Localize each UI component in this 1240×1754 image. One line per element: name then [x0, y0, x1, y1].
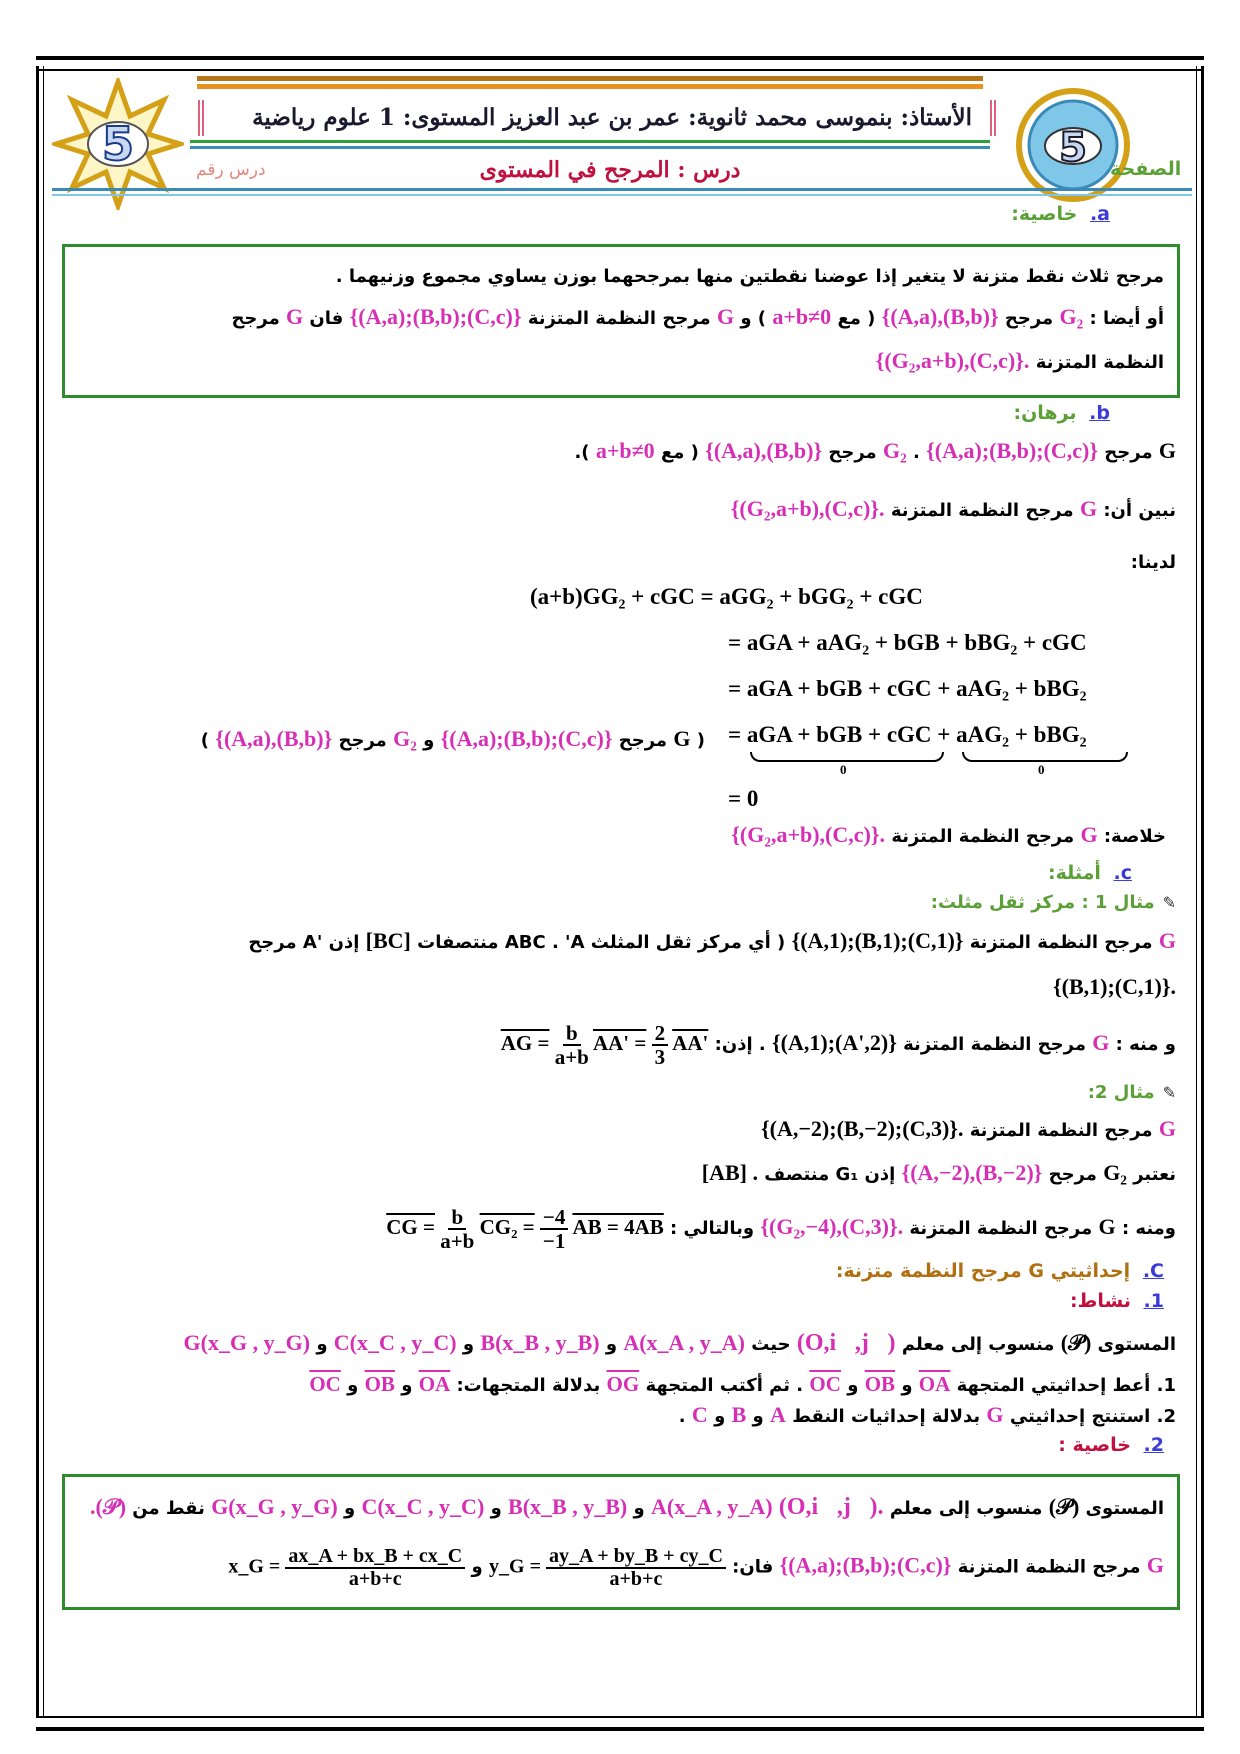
text: مثال 1 : مركز ثقل مثلث:: [930, 892, 1155, 913]
text: مرجح: [618, 730, 668, 751]
property-2-number: 2.: [1143, 1434, 1164, 1456]
text: ( أي مركز ثقل المثلث ABC . 'A منتصفات: [417, 932, 786, 953]
fraction: [555, 1022, 589, 1068]
text: مرجح: [1048, 1164, 1097, 1185]
text: المستوى: [1085, 1498, 1164, 1519]
vector-OC: OC: [309, 1372, 341, 1396]
symbol-G: G: [1079, 496, 1098, 521]
vector-OB: OB: [364, 1372, 395, 1396]
example-1-line-3: [501, 1022, 1176, 1068]
proof-goal-line: [731, 496, 1176, 522]
point-B: B(x_B , y_B): [480, 1330, 600, 1355]
vector-OC: OC: [809, 1372, 841, 1396]
frame-Oij: (O,i⃗,j⃗): [796, 1330, 896, 1356]
system-AB: {(A,a),(B,b)}: [881, 304, 999, 329]
text: . ثم أكتب المتجهة: [645, 1375, 804, 1396]
text: مرجح النظمة المتزنة: [903, 1033, 1086, 1055]
text: مرجح: [338, 730, 387, 751]
example-1-vector-equation: [501, 1022, 709, 1068]
text: ax_A + bx_B + cx_C: [285, 1546, 465, 1569]
symbol-G: G: [716, 304, 735, 329]
property-a-line-1: مرجح ثلاث نقط متزنة لا يتغير إذا عوضنا نقطتين منها بمرجحهما بوزن يساوي مجموع وزنيهما .: [335, 266, 1164, 287]
text: استنتج إحداثيتي: [1009, 1406, 1151, 1427]
property-a-line-3: [876, 348, 1164, 374]
text: وبالتالي :: [670, 1217, 755, 1239]
equation-line-1: [530, 584, 923, 610]
equation-line-4: = aGA + bGB + cGC + aAG₂ + bBG₂: [728, 722, 1087, 747]
text: مرجح النظمة المتزنة: [969, 932, 1153, 953]
system-ABC-1: {(A,1);(B,1);(C,1)}: [791, 928, 964, 953]
text: a+b: [440, 1229, 475, 1254]
text: مرجح: [828, 442, 877, 463]
text: −4: [540, 1206, 568, 1230]
system-G2C: {(G₂,a+b),(C,c)}.: [875, 348, 1030, 373]
text: و: [714, 1406, 726, 1427]
proof-we-have: لدينا:: [1130, 552, 1176, 573]
text: .: [678, 1406, 686, 1427]
text: مثال 2:: [1087, 1082, 1155, 1103]
system-G2C-ex2: {(G₂,−4),(C,3)}.: [760, 1213, 904, 1239]
vector-OA: OA: [418, 1372, 451, 1396]
underbrace-zero-1: 0⃗: [840, 762, 857, 777]
symbol-G: G: [286, 304, 304, 329]
fraction: [440, 1206, 474, 1252]
underbrace-zero-2: 0⃗: [1038, 762, 1055, 777]
fraction: [540, 1206, 568, 1252]
condition: a+b≠0: [772, 304, 832, 329]
text: بدلالة إحداثيات النقط: [792, 1406, 981, 1427]
text: و: [462, 1334, 475, 1355]
lesson-number-label: درس رقم: [196, 160, 266, 180]
system-G2C: {(G₂,a+b),(C,c)}.: [730, 496, 885, 521]
system-ABC: {(A,a);(B,b);(C,c)}: [779, 1552, 952, 1578]
point-B: B(x_B , y_B): [508, 1494, 628, 1519]
badge-number-right: 5: [1059, 125, 1087, 171]
text: a+b+c: [609, 1568, 663, 1590]
section-b-number: b.: [1089, 402, 1110, 424]
text: مرجح النظمة المتزنة: [527, 308, 711, 329]
symbol-G: G: [1158, 928, 1176, 953]
text: y_G =: [489, 1555, 541, 1578]
text: النظمة المتزنة: [1035, 352, 1164, 373]
text: b: [563, 1022, 581, 1046]
text: 2: [652, 1022, 669, 1046]
example-2-title: [1088, 1082, 1176, 1103]
system-AA: {(A,1);(A',2)}: [772, 1029, 897, 1055]
plane-P: (𝒫): [1060, 1330, 1092, 1355]
page-border-bottom: [36, 1716, 1204, 1731]
text: و: [605, 1334, 618, 1355]
activity-title: نشاط:: [1069, 1290, 1131, 1312]
symbol-G: G: [1158, 438, 1176, 463]
equation-line-3: = aGA + bGB + cGC + aAG₂ + bBG₂: [728, 676, 1087, 701]
condition: a+b≠0: [595, 438, 655, 463]
point-A: A(x_A , y_A): [623, 1330, 745, 1355]
text: منسوب إلى معلم: [889, 1498, 1043, 1519]
section-C-number: C.: [1142, 1260, 1164, 1282]
equation-line-5: = 0⃗: [728, 786, 777, 811]
property-a-line-2: [64, 304, 1164, 330]
frame-Oij: (O,i⃗,j⃗).: [778, 1494, 884, 1520]
text: ( مع: [837, 308, 876, 329]
text: ومنه :: [1121, 1217, 1176, 1239]
activity-number: 1.: [1143, 1290, 1164, 1312]
example-2-line-1: [761, 1116, 1176, 1142]
text: المستوى: [1097, 1334, 1176, 1355]
equation-justification: [201, 726, 705, 752]
text: بدلالة المتجهات:: [456, 1375, 601, 1396]
fraction: [546, 1546, 726, 1590]
text: . إذن:: [714, 1033, 766, 1055]
segment-BC: [BC]: [365, 928, 411, 953]
text: نبين أن:: [1103, 500, 1176, 521]
text: أعط إحداثيتي المتجهة: [956, 1375, 1151, 1396]
system-AB-ex2: {(A,−2),(B,−2)}: [901, 1160, 1043, 1185]
example-2-vector-equation: [386, 1206, 664, 1252]
text: −1: [542, 1229, 566, 1254]
text: a+b+c: [348, 1568, 402, 1590]
text: و: [423, 730, 435, 751]
text: و: [343, 1498, 356, 1519]
property-2-line-2: [64, 1546, 1164, 1590]
vector-OB: OB: [864, 1372, 896, 1396]
text: ay_A + by_B + cy_C: [546, 1546, 726, 1569]
symbol-G2: G₂: [1059, 304, 1084, 329]
text: مرجح: [231, 308, 280, 329]
property-2-heading: [1058, 1434, 1164, 1456]
text: منسوب إلى معلم: [901, 1334, 1055, 1355]
system-AB: {(A,a),(B,b)}: [705, 438, 823, 463]
equation-lhs: (a+b)GG₂ + cGC: [530, 584, 695, 609]
symbol-G: G: [1158, 1116, 1176, 1141]
point-A: A(x_A , y_A): [651, 1494, 773, 1519]
text: مرجح النظمة المتزنة: [957, 1556, 1141, 1578]
formula-xG: [228, 1546, 465, 1590]
text: و: [847, 1375, 859, 1396]
text: و: [752, 1406, 764, 1427]
text: 3: [654, 1045, 666, 1070]
system-ABC-ex2: {(A,−2);(B,−2);(C,3)}.: [761, 1116, 964, 1141]
text: AG =: [500, 1030, 550, 1055]
property-2-title: خاصية :: [1058, 1434, 1131, 1456]
text: إذن G₁ منتصف: [764, 1164, 896, 1185]
system-ABC: {(A,a);(B,b);(C,c)}: [926, 438, 1099, 463]
lesson-title: درس : المرجح في المستوى: [479, 157, 741, 183]
section-c-number: c.: [1113, 862, 1132, 884]
fraction: [652, 1022, 669, 1068]
circle-badge-icon: [1014, 86, 1132, 204]
text: x_G =: [228, 1555, 281, 1578]
property-2-line-1: [64, 1494, 1164, 1521]
text: و منه :: [1115, 1033, 1176, 1055]
proof-conclusion: [731, 822, 1166, 848]
text: و: [633, 1498, 645, 1519]
text: و: [401, 1375, 413, 1396]
symbol-G: G: [986, 1402, 1004, 1427]
proof-given-line: [574, 438, 1176, 464]
text: مرجح النظمة المتزنة: [909, 1217, 1093, 1239]
system-AB: {(A,a),(B,b)}: [215, 726, 333, 751]
section-b-heading: [1013, 402, 1110, 424]
header-rule-green: [190, 140, 990, 143]
section-C-heading: [836, 1260, 1164, 1282]
question-number: 2.: [1156, 1406, 1176, 1427]
text: و: [471, 1556, 483, 1578]
text: مرجح النظمة المتزنة: [969, 1120, 1153, 1141]
plane-P: (𝒫).: [89, 1494, 127, 1519]
symbol-G: G: [1092, 1029, 1110, 1055]
section-C-title: إحداثيتي G مرجح النظمة متزنة:: [835, 1260, 1131, 1282]
text: a+b: [554, 1045, 589, 1070]
text: أو أيضا :: [1089, 308, 1164, 329]
text: مرجح: [1004, 308, 1054, 329]
text: ( مع: [660, 442, 699, 463]
question-number: 1.: [1156, 1375, 1176, 1396]
text: ) و: [740, 308, 767, 329]
point-C: C(x_C , y_C): [361, 1494, 485, 1519]
text: نعتبر: [1133, 1164, 1176, 1185]
activity-line-1: [46, 1330, 1176, 1357]
text: CG =: [386, 1214, 435, 1239]
text: إذن 'A مرجح: [248, 932, 360, 953]
section-a-number: a.: [1089, 203, 1110, 225]
symbol-G: G: [1146, 1552, 1164, 1578]
text: CG₂ =: [479, 1214, 535, 1239]
example-1-title: [931, 892, 1176, 913]
section-c-heading: [1048, 862, 1132, 884]
text: ): [200, 730, 210, 751]
fraction: [285, 1546, 465, 1590]
text: b: [448, 1206, 466, 1230]
symbol-G: G: [1080, 822, 1098, 847]
text: و: [901, 1375, 913, 1396]
example-2-line-3: [386, 1206, 1176, 1252]
system-ABC: {(A,a);(B,b);(C,c)}: [440, 726, 613, 751]
vector-OG: OG: [606, 1372, 640, 1396]
text: مرجح النظمة المتزنة: [891, 826, 1075, 847]
example-1-line-1: [56, 928, 1176, 954]
section-c-title: أمثلة:: [1047, 862, 1101, 884]
activity-heading: [1070, 1290, 1164, 1312]
badge-number-left: 5: [101, 117, 135, 171]
formula-yG: [489, 1546, 726, 1590]
header-bottom-rule-2: [52, 194, 1192, 196]
pencil-icon: ✎: [1162, 893, 1176, 912]
point-C: C(x_C , y_C): [333, 1330, 457, 1355]
header-bottom-rule: [52, 188, 1192, 191]
text: .: [912, 442, 920, 463]
section-a-title: خاصية:: [1011, 203, 1078, 225]
system-G2C: {(G₂,a+b),(C,c)}.: [731, 822, 886, 847]
symbol-G2: G₂: [393, 726, 417, 751]
equation-rhs: = aGG₂ + bGG₂ + cGC: [700, 584, 923, 609]
symbol-G2: G₂: [1103, 1160, 1127, 1185]
system-BC-1: {(B,1);(C,1)}.: [1052, 974, 1176, 999]
question-2: [679, 1402, 1176, 1428]
text: (: [696, 730, 705, 751]
symbol-G: G: [1098, 1213, 1116, 1239]
symbol-G: G: [673, 726, 691, 751]
point-G: G(x_G , y_G): [211, 1494, 338, 1519]
text: فان: [309, 308, 344, 329]
example-2-line-2: [702, 1160, 1176, 1186]
text: و: [347, 1375, 359, 1396]
symbol-G2: G₂: [882, 438, 907, 463]
system-ABC: {(A,a);(B,b);(C,c)}: [349, 304, 522, 329]
text: AA': [672, 1030, 709, 1055]
text: ).: [574, 442, 590, 463]
text: و: [316, 1334, 328, 1355]
text: و: [490, 1498, 502, 1519]
symbol-C: C: [691, 1402, 708, 1427]
text: مرجح النظمة المتزنة: [890, 500, 1074, 521]
section-b-title: برهان:: [1013, 402, 1077, 424]
plane-P: (𝒫): [1048, 1494, 1080, 1519]
text: AB = 4AB: [572, 1214, 664, 1239]
segment-AB: [AB] .: [701, 1160, 758, 1185]
example-1-line-2: [1053, 974, 1176, 1000]
header-stripes: [197, 76, 983, 92]
text: مرجح: [1104, 442, 1153, 463]
point-G: G(x_G , y_G): [183, 1330, 311, 1355]
header-title: الأستاذ: بنموسى محمد ثانوية: عمر بن عبد العزيز المستوى: 1 علوم رياضية: [252, 104, 972, 131]
underbrace-2: [962, 752, 1128, 762]
header-rule-blue: [190, 146, 990, 149]
question-1: [46, 1372, 1176, 1397]
text: حيث: [751, 1334, 791, 1355]
symbol-B: B: [731, 1402, 747, 1427]
page-label: الصفحة: [1110, 158, 1182, 180]
vector-OA: OA: [918, 1372, 951, 1396]
pencil-icon: ✎: [1162, 1083, 1176, 1102]
text: AA' =: [592, 1030, 647, 1055]
text: خلاصة:: [1103, 826, 1166, 847]
symbol-A: A: [770, 1402, 786, 1427]
equation-line-2: = aGA + aAG₂ + bGB + bBG₂ + cGC: [728, 630, 1087, 655]
text: فان:: [732, 1556, 774, 1578]
section-a-heading: [1011, 203, 1110, 225]
text: نقط من: [132, 1498, 205, 1519]
underbrace-1: [750, 752, 944, 762]
